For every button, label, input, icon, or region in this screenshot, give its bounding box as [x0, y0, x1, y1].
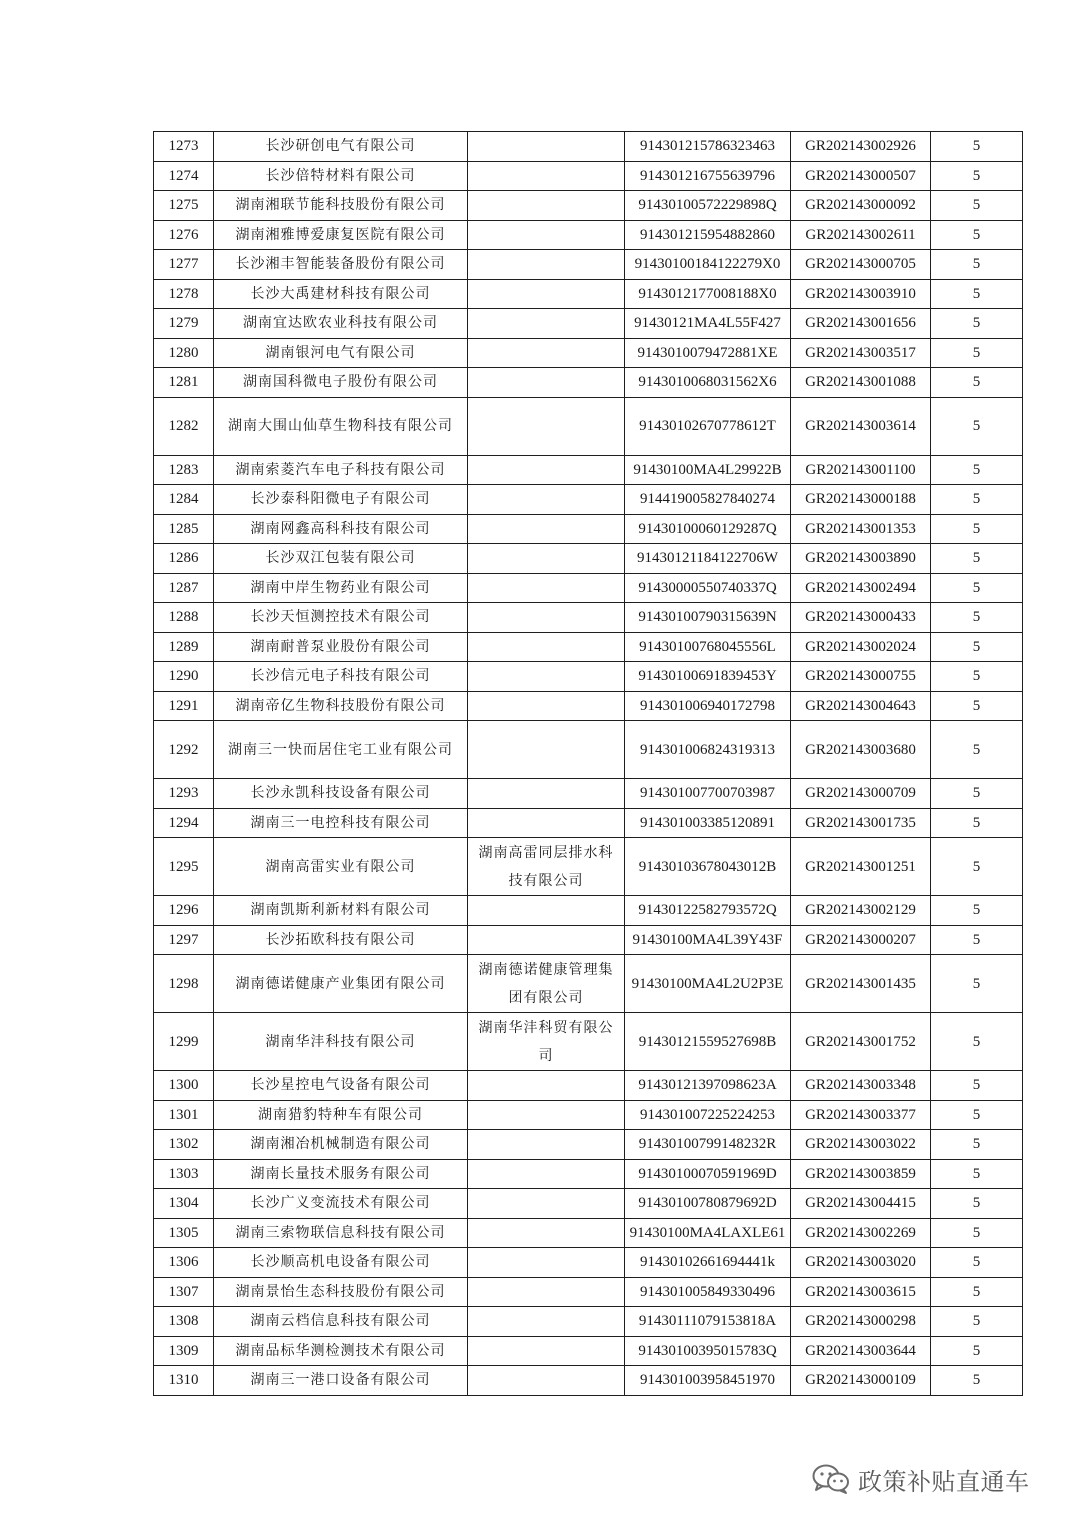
row-number-cell: 1279 — [154, 309, 214, 339]
table-row — [154, 662, 1023, 692]
table-row — [154, 838, 1023, 896]
table-row — [154, 1159, 1023, 1189]
company-name-cell: 湖南宜达欧农业科技有限公司 — [214, 309, 468, 339]
company-name-cell: 长沙泰科阳微电子有限公司 — [214, 485, 468, 515]
watermark-text: 政策补贴直通车 — [858, 1467, 1030, 1496]
table-row — [154, 1307, 1023, 1337]
certificate-number-cell: GR202143002494 — [791, 573, 931, 603]
company-name-cell: 长沙顺高机电设备有限公司 — [214, 1248, 468, 1278]
row-number-cell: 1275 — [154, 191, 214, 221]
company-name-cell: 湖南三一港口设备有限公司 — [214, 1366, 468, 1396]
certificate-number-cell: GR202143000092 — [791, 191, 931, 221]
parent-company-cell — [468, 1189, 625, 1219]
credit-code-cell: 91430100572229898Q — [625, 191, 791, 221]
parent-company-cell — [468, 309, 625, 339]
row-number-cell: 1310 — [154, 1366, 214, 1396]
parent-company-cell — [468, 662, 625, 692]
parent-company-cell — [468, 1277, 625, 1307]
credit-code-cell: 91430100MA4LAXLE61 — [625, 1218, 791, 1248]
company-name-cell: 长沙湘丰智能装备股份有限公司 — [214, 250, 468, 280]
score-cell: 5 — [931, 368, 1023, 398]
parent-company-cell — [468, 455, 625, 485]
credit-code-cell: 91430111079153818A — [625, 1307, 791, 1337]
table-row — [154, 691, 1023, 721]
row-number-cell: 1305 — [154, 1218, 214, 1248]
parent-company-cell — [468, 896, 625, 926]
company-name-cell: 湖南湘联节能科技股份有限公司 — [214, 191, 468, 221]
table-row — [154, 1189, 1023, 1219]
certificate-number-cell: GR202143003910 — [791, 279, 931, 309]
score-cell: 5 — [931, 161, 1023, 191]
table-row — [154, 250, 1023, 280]
row-number-cell: 1300 — [154, 1071, 214, 1101]
company-name-cell: 湖南耐普泵业股份有限公司 — [214, 632, 468, 662]
row-number-cell: 1297 — [154, 925, 214, 955]
credit-code-cell: 914419005827840274 — [625, 485, 791, 515]
table-row — [154, 1366, 1023, 1396]
score-cell: 5 — [931, 573, 1023, 603]
company-name-cell: 湖南中岸生物药业有限公司 — [214, 573, 468, 603]
company-name-cell: 湖南国科微电子股份有限公司 — [214, 368, 468, 398]
company-name-cell: 湖南网鑫高科科技有限公司 — [214, 514, 468, 544]
row-number-cell: 1302 — [154, 1130, 214, 1160]
credit-code-cell: 914301006824319313 — [625, 721, 791, 779]
credit-code-cell: 914301007225224253 — [625, 1100, 791, 1130]
certificate-number-cell: GR202143003890 — [791, 544, 931, 574]
parent-company-cell — [468, 1307, 625, 1337]
row-number-cell: 1290 — [154, 662, 214, 692]
parent-company-cell — [468, 250, 625, 280]
certificate-number-cell: GR202143004643 — [791, 691, 931, 721]
company-name-cell: 长沙拓欧科技有限公司 — [214, 925, 468, 955]
score-cell: 5 — [931, 1307, 1023, 1337]
table-row — [154, 632, 1023, 662]
company-name-cell: 长沙倍特材料有限公司 — [214, 161, 468, 191]
credit-code-cell: 9143012177008188X0 — [625, 279, 791, 309]
parent-company-cell — [468, 1071, 625, 1101]
credit-code-cell: 914301003385120891 — [625, 808, 791, 838]
parent-company-cell — [468, 1159, 625, 1189]
score-cell: 5 — [931, 1130, 1023, 1160]
row-number-cell: 1284 — [154, 485, 214, 515]
score-cell: 5 — [931, 1336, 1023, 1366]
company-name-cell: 湖南猎豹特种车有限公司 — [214, 1100, 468, 1130]
company-name-cell: 湖南长量技术服务有限公司 — [214, 1159, 468, 1189]
parent-company-cell — [468, 1130, 625, 1160]
certificate-number-cell: GR202143002129 — [791, 896, 931, 926]
table-row — [154, 955, 1023, 1013]
parent-company-cell — [468, 544, 625, 574]
score-cell: 5 — [931, 1013, 1023, 1071]
row-number-cell: 1288 — [154, 603, 214, 633]
credit-code-cell: 91430100MA4L2U2P3E — [625, 955, 791, 1013]
score-cell: 5 — [931, 838, 1023, 896]
credit-code-cell: 91430100184122279X0 — [625, 250, 791, 280]
certificate-number-cell: GR202143003680 — [791, 721, 931, 779]
parent-company-cell: 湖南华沣科贸有限公司 — [468, 1013, 625, 1071]
company-name-cell: 湖南品标华测检测技术有限公司 — [214, 1336, 468, 1366]
credit-code-cell: 91430103678043012B — [625, 838, 791, 896]
row-number-cell: 1283 — [154, 455, 214, 485]
score-cell: 5 — [931, 925, 1023, 955]
score-cell: 5 — [931, 455, 1023, 485]
table-row — [154, 896, 1023, 926]
parent-company-cell — [468, 1218, 625, 1248]
score-cell: 5 — [931, 662, 1023, 692]
watermark — [812, 1462, 1030, 1496]
score-cell: 5 — [931, 220, 1023, 250]
credit-code-cell: 91430100691839453Y — [625, 662, 791, 692]
table-row — [154, 1013, 1023, 1071]
company-name-cell: 湖南三一电控科技有限公司 — [214, 808, 468, 838]
row-number-cell: 1291 — [154, 691, 214, 721]
company-name-cell: 长沙研创电气有限公司 — [214, 132, 468, 162]
parent-company-cell: 湖南高雷同层排水科技有限公司 — [468, 838, 625, 896]
parent-company-cell — [468, 1366, 625, 1396]
credit-code-cell: 91430100799148232R — [625, 1130, 791, 1160]
certificate-number-cell: GR202143003348 — [791, 1071, 931, 1101]
company-name-cell: 湖南云档信息科技有限公司 — [214, 1307, 468, 1337]
row-number-cell: 1308 — [154, 1307, 214, 1337]
row-number-cell: 1277 — [154, 250, 214, 280]
credit-code-cell: 91430000550740337Q — [625, 573, 791, 603]
score-cell: 5 — [931, 1248, 1023, 1278]
certificate-number-cell: GR202143001100 — [791, 455, 931, 485]
certificate-number-cell: GR202143002926 — [791, 132, 931, 162]
credit-code-cell: 91430100MA4L39Y43F — [625, 925, 791, 955]
credit-code-cell: 914301003958451970 — [625, 1366, 791, 1396]
score-cell: 5 — [931, 632, 1023, 662]
company-name-cell: 长沙永凯科技设备有限公司 — [214, 779, 468, 809]
parent-company-cell — [468, 779, 625, 809]
company-name-cell: 湖南湘雅博爱康复医院有限公司 — [214, 220, 468, 250]
row-number-cell: 1273 — [154, 132, 214, 162]
credit-code-cell: 91430121184122706W — [625, 544, 791, 574]
company-name-cell: 湖南德诺健康产业集团有限公司 — [214, 955, 468, 1013]
score-cell: 5 — [931, 279, 1023, 309]
parent-company-cell — [468, 397, 625, 455]
table-row — [154, 1277, 1023, 1307]
row-number-cell: 1278 — [154, 279, 214, 309]
company-name-cell: 湖南华沣科技有限公司 — [214, 1013, 468, 1071]
credit-code-cell: 914301007700703987 — [625, 779, 791, 809]
score-cell: 5 — [931, 132, 1023, 162]
row-number-cell: 1282 — [154, 397, 214, 455]
certificate-number-cell: GR202143000207 — [791, 925, 931, 955]
table-row — [154, 514, 1023, 544]
credit-code-cell: 91430121559527698B — [625, 1013, 791, 1071]
parent-company-cell — [468, 132, 625, 162]
certificate-number-cell: GR202143001353 — [791, 514, 931, 544]
company-name-cell: 湖南景怡生态科技股份有限公司 — [214, 1277, 468, 1307]
table-row — [154, 721, 1023, 779]
parent-company-cell — [468, 514, 625, 544]
certificate-number-cell: GR202143000298 — [791, 1307, 931, 1337]
parent-company-cell — [468, 368, 625, 398]
row-number-cell: 1285 — [154, 514, 214, 544]
parent-company-cell — [468, 691, 625, 721]
table-row — [154, 603, 1023, 633]
certificate-number-cell: GR202143004415 — [791, 1189, 931, 1219]
credit-code-cell: 91430121MA4L55F427 — [625, 309, 791, 339]
table-row — [154, 544, 1023, 574]
row-number-cell: 1280 — [154, 338, 214, 368]
certificate-number-cell: GR202143002611 — [791, 220, 931, 250]
row-number-cell: 1281 — [154, 368, 214, 398]
row-number-cell: 1276 — [154, 220, 214, 250]
score-cell: 5 — [931, 779, 1023, 809]
table-row — [154, 779, 1023, 809]
credit-code-cell: 91430102661694441k — [625, 1248, 791, 1278]
score-cell: 5 — [931, 896, 1023, 926]
parent-company-cell — [468, 191, 625, 221]
certificate-number-cell: GR202143002269 — [791, 1218, 931, 1248]
parent-company-cell: 湖南德诺健康管理集团有限公司 — [468, 955, 625, 1013]
row-number-cell: 1294 — [154, 808, 214, 838]
score-cell: 5 — [931, 338, 1023, 368]
certificate-number-cell: GR202143001088 — [791, 368, 931, 398]
table-row — [154, 485, 1023, 515]
credit-code-cell: 91430121397098623A — [625, 1071, 791, 1101]
company-name-cell: 湖南三一快而居住宅工业有限公司 — [214, 721, 468, 779]
company-name-cell: 湖南凯斯利新材料有限公司 — [214, 896, 468, 926]
certificate-number-cell: GR202143003377 — [791, 1100, 931, 1130]
company-name-cell: 长沙广义变流技术有限公司 — [214, 1189, 468, 1219]
score-cell: 5 — [931, 1366, 1023, 1396]
parent-company-cell — [468, 925, 625, 955]
certificate-number-cell: GR202143001435 — [791, 955, 931, 1013]
parent-company-cell — [468, 1248, 625, 1278]
table-row — [154, 1071, 1023, 1101]
row-number-cell: 1274 — [154, 161, 214, 191]
score-cell: 5 — [931, 309, 1023, 339]
parent-company-cell — [468, 161, 625, 191]
score-cell: 5 — [931, 603, 1023, 633]
score-cell: 5 — [931, 191, 1023, 221]
company-name-cell: 湖南帝亿生物科技股份有限公司 — [214, 691, 468, 721]
table-row — [154, 925, 1023, 955]
row-number-cell: 1303 — [154, 1159, 214, 1189]
score-cell: 5 — [931, 397, 1023, 455]
table-row — [154, 455, 1023, 485]
parent-company-cell — [468, 1336, 625, 1366]
row-number-cell: 1299 — [154, 1013, 214, 1071]
table-body — [154, 132, 1023, 1396]
company-name-cell: 湖南索菱汽车电子科技有限公司 — [214, 455, 468, 485]
company-name-cell: 长沙信元电子科技有限公司 — [214, 662, 468, 692]
table-row — [154, 220, 1023, 250]
score-cell: 5 — [931, 1218, 1023, 1248]
row-number-cell: 1292 — [154, 721, 214, 779]
certificate-number-cell: GR202143001752 — [791, 1013, 931, 1071]
score-cell: 5 — [931, 485, 1023, 515]
score-cell: 5 — [931, 691, 1023, 721]
credit-code-cell: 914301216755639796 — [625, 161, 791, 191]
company-name-cell: 长沙大禹建材科技有限公司 — [214, 279, 468, 309]
table-row — [154, 573, 1023, 603]
parent-company-cell — [468, 338, 625, 368]
score-cell: 5 — [931, 544, 1023, 574]
certificate-number-cell: GR202143003020 — [791, 1248, 931, 1278]
certificate-number-cell: GR202143000188 — [791, 485, 931, 515]
credit-code-cell: 91430100MA4L29922B — [625, 455, 791, 485]
score-cell: 5 — [931, 1100, 1023, 1130]
parent-company-cell — [468, 808, 625, 838]
table-row — [154, 1100, 1023, 1130]
table-row — [154, 191, 1023, 221]
certificate-number-cell: GR202143001735 — [791, 808, 931, 838]
parent-company-cell — [468, 1100, 625, 1130]
table-row — [154, 161, 1023, 191]
row-number-cell: 1295 — [154, 838, 214, 896]
table-row — [154, 1248, 1023, 1278]
company-name-cell: 长沙星控电气设备有限公司 — [214, 1071, 468, 1101]
certificate-number-cell: GR202143000507 — [791, 161, 931, 191]
credit-code-cell: 91430102670778612T — [625, 397, 791, 455]
table-row — [154, 808, 1023, 838]
company-name-cell: 长沙天恒测控技术有限公司 — [214, 603, 468, 633]
score-cell: 5 — [931, 514, 1023, 544]
table-row — [154, 132, 1023, 162]
score-cell: 5 — [931, 1277, 1023, 1307]
certificate-number-cell: GR202143000705 — [791, 250, 931, 280]
row-number-cell: 1296 — [154, 896, 214, 926]
certificate-number-cell: GR202143000709 — [791, 779, 931, 809]
table-row — [154, 309, 1023, 339]
certificate-number-cell: GR202143003614 — [791, 397, 931, 455]
credit-code-cell: 914301006940172798 — [625, 691, 791, 721]
parent-company-cell — [468, 485, 625, 515]
credit-code-cell: 914301215786323463 — [625, 132, 791, 162]
certificate-number-cell: GR202143001251 — [791, 838, 931, 896]
company-name-cell: 湖南高雷实业有限公司 — [214, 838, 468, 896]
parent-company-cell — [468, 632, 625, 662]
credit-code-cell: 91430100768045556L — [625, 632, 791, 662]
table-row — [154, 1336, 1023, 1366]
certificate-number-cell: GR202143003517 — [791, 338, 931, 368]
wechat-icon — [812, 1463, 850, 1495]
credit-code-cell: 9143010068031562X6 — [625, 368, 791, 398]
credit-code-cell: 914301215954882860 — [625, 220, 791, 250]
credit-code-cell: 91430100070591969D — [625, 1159, 791, 1189]
certificate-number-cell: GR202143003859 — [791, 1159, 931, 1189]
row-number-cell: 1298 — [154, 955, 214, 1013]
company-name-cell: 湖南大围山仙草生物科技有限公司 — [214, 397, 468, 455]
certificate-number-cell: GR202143003615 — [791, 1277, 931, 1307]
row-number-cell: 1309 — [154, 1336, 214, 1366]
parent-company-cell — [468, 220, 625, 250]
credit-code-cell: 914301005849330496 — [625, 1277, 791, 1307]
table-row — [154, 338, 1023, 368]
parent-company-cell — [468, 603, 625, 633]
score-cell: 5 — [931, 250, 1023, 280]
row-number-cell: 1301 — [154, 1100, 214, 1130]
certificate-number-cell: GR202143000755 — [791, 662, 931, 692]
company-name-cell: 湖南三索物联信息科技有限公司 — [214, 1218, 468, 1248]
credit-code-cell: 91430100395015783Q — [625, 1336, 791, 1366]
certificate-number-cell: GR202143000433 — [791, 603, 931, 633]
parent-company-cell — [468, 721, 625, 779]
row-number-cell: 1286 — [154, 544, 214, 574]
company-name-cell: 湖南银河电气有限公司 — [214, 338, 468, 368]
row-number-cell: 1304 — [154, 1189, 214, 1219]
table-row — [154, 1130, 1023, 1160]
credit-code-cell: 9143010079472881XE — [625, 338, 791, 368]
certificate-number-cell: GR202143003644 — [791, 1336, 931, 1366]
row-number-cell: 1293 — [154, 779, 214, 809]
score-cell: 5 — [931, 955, 1023, 1013]
score-cell: 5 — [931, 1071, 1023, 1101]
table-row — [154, 1218, 1023, 1248]
table-row — [154, 397, 1023, 455]
credit-code-cell: 91430100790315639N — [625, 603, 791, 633]
company-table — [153, 131, 1023, 1396]
score-cell: 5 — [931, 721, 1023, 779]
certificate-number-cell: GR202143001656 — [791, 309, 931, 339]
certificate-number-cell: GR202143003022 — [791, 1130, 931, 1160]
row-number-cell: 1289 — [154, 632, 214, 662]
table-row — [154, 368, 1023, 398]
credit-code-cell: 91430122582793572Q — [625, 896, 791, 926]
row-number-cell: 1306 — [154, 1248, 214, 1278]
table-row — [154, 279, 1023, 309]
certificate-number-cell: GR202143002024 — [791, 632, 931, 662]
score-cell: 5 — [931, 808, 1023, 838]
company-name-cell: 湖南湘冶机械制造有限公司 — [214, 1130, 468, 1160]
parent-company-cell — [468, 573, 625, 603]
row-number-cell: 1287 — [154, 573, 214, 603]
company-name-cell: 长沙双江包装有限公司 — [214, 544, 468, 574]
certificate-number-cell: GR202143000109 — [791, 1366, 931, 1396]
score-cell: 5 — [931, 1159, 1023, 1189]
parent-company-cell — [468, 279, 625, 309]
credit-code-cell: 91430100780879692D — [625, 1189, 791, 1219]
score-cell: 5 — [931, 1189, 1023, 1219]
credit-code-cell: 91430100060129287Q — [625, 514, 791, 544]
row-number-cell: 1307 — [154, 1277, 214, 1307]
